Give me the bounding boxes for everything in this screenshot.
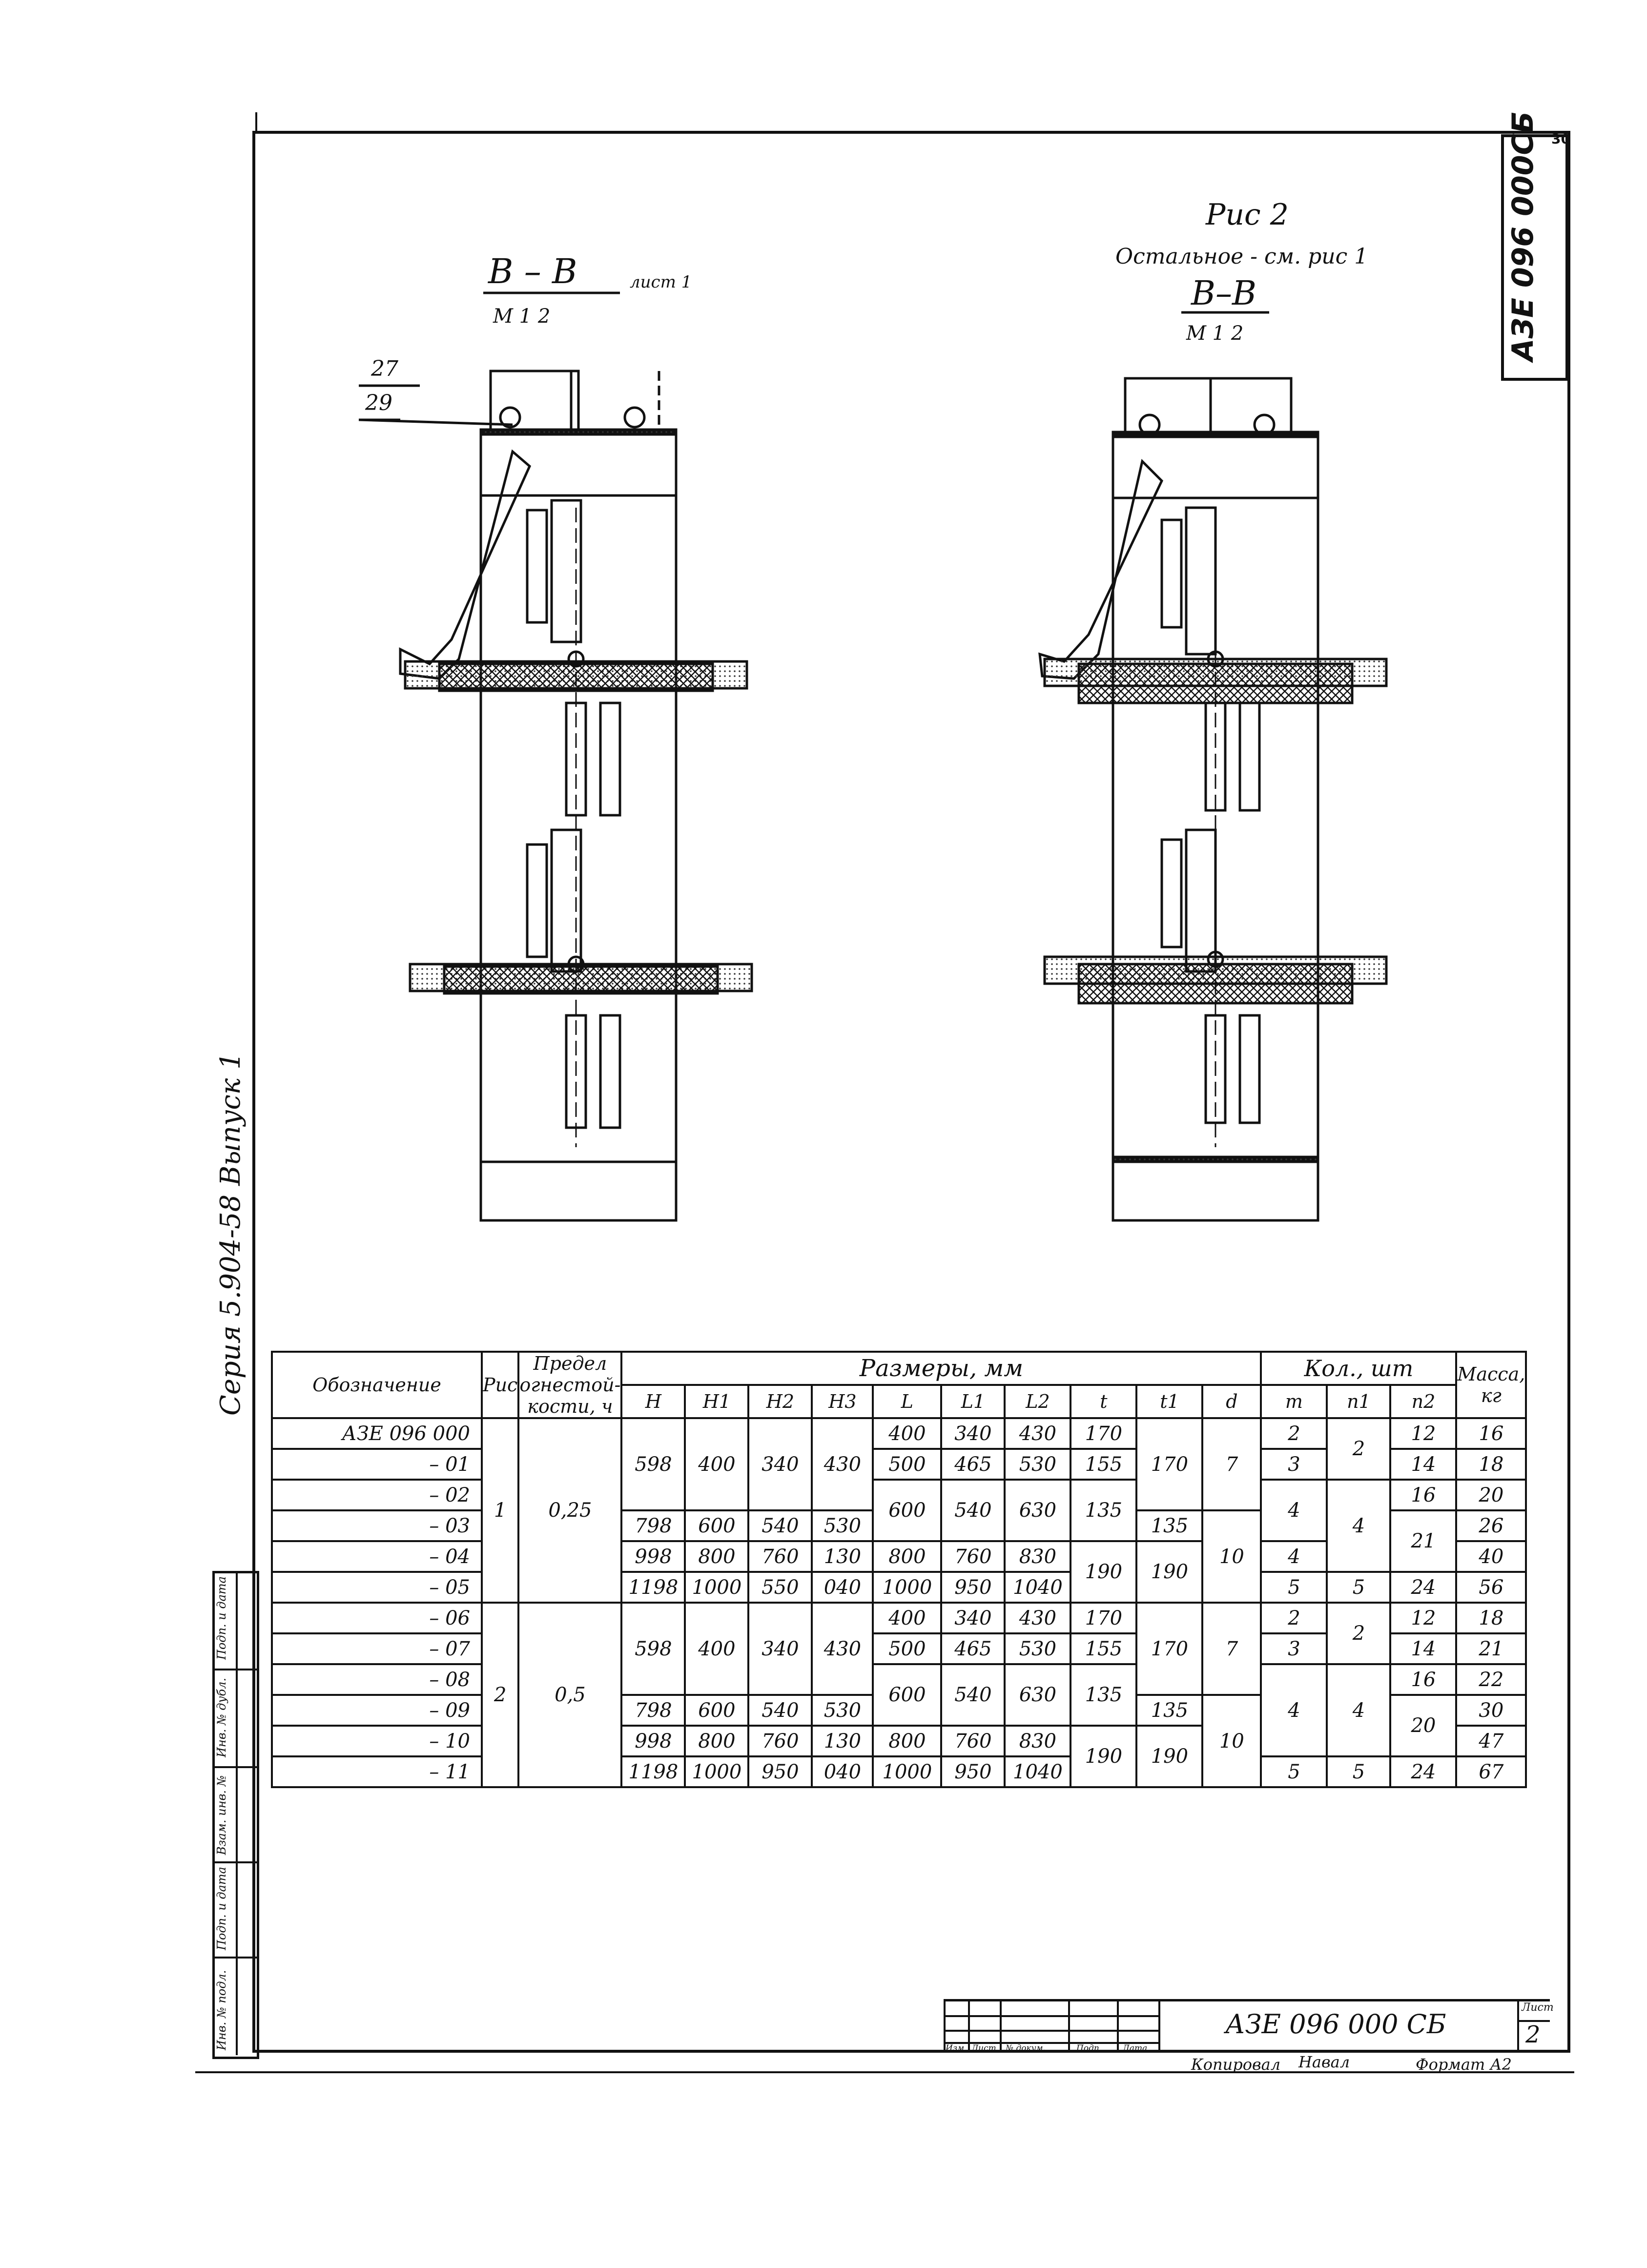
cell-L: 500 [873,1633,941,1664]
tb-col-sign: Подп [1076,2043,1099,2053]
cell-t: 135 [1071,1480,1136,1541]
copied-label: Копировал [1191,2055,1281,2074]
cell-t: 170 [1071,1603,1136,1633]
cell-mass: 22 [1456,1664,1526,1695]
header-d: d [1202,1385,1261,1418]
designation-cell: – 09 [272,1695,482,1726]
title-block-sheet-number: 2 [1525,2021,1541,2048]
cell-n1: 5 [1327,1572,1390,1603]
cell-L2: 630 [1005,1480,1071,1541]
cell-L2: 430 [1005,1418,1071,1449]
cell-t1: 135 [1136,1695,1202,1726]
fig-cell: 1 [482,1418,518,1603]
left-view-sheet-ref: лист 1 [630,272,692,292]
header-H1: H1 [685,1385,748,1418]
tb-col-list: Лист [971,2043,996,2053]
cell-t1: 190 [1136,1726,1202,1787]
header-m: m [1261,1385,1327,1418]
cell-n2: 24 [1390,1756,1456,1787]
header-qty: Кол., шт [1261,1352,1456,1385]
cell-n2: 16 [1390,1480,1456,1510]
cell-L: 400 [873,1603,941,1633]
cell-L: 600 [873,1480,941,1541]
cell-n2: 14 [1390,1633,1456,1664]
cell-n2: 21 [1390,1510,1456,1572]
cell-L1: 340 [941,1603,1005,1633]
cell-H1: 600 [685,1510,748,1541]
cell-n2: 24 [1390,1572,1456,1603]
cell-mass: 30 [1456,1695,1526,1726]
cell-t: 190 [1071,1726,1136,1787]
cell-L: 400 [873,1418,941,1449]
cell-L2: 630 [1005,1664,1071,1726]
right-view-title: В–В [1191,274,1256,313]
tb-col-date: Дата [1123,2043,1148,2053]
cell-m: 2 [1261,1603,1327,1633]
cell-t1: 170 [1136,1603,1202,1695]
header-t1: t1 [1136,1385,1202,1418]
header-H2: H2 [748,1385,812,1418]
header-fire-limit: Предел огнестой-кости, ч [519,1353,621,1417]
cell-d: 7 [1202,1603,1261,1695]
cell-H3: 040 [812,1756,873,1787]
cell-H: 998 [621,1541,685,1572]
cell-L1: 760 [941,1541,1005,1572]
cell-n1: 4 [1327,1664,1390,1756]
side-stamp-label: Инв. № подл. [215,1970,228,2050]
cell-n2: 12 [1390,1418,1456,1449]
cell-L2: 430 [1005,1603,1071,1633]
right-view-note: Остальное - см. рис 1 [1115,244,1368,269]
cell-m: 4 [1261,1664,1327,1756]
header-H3: H3 [812,1385,873,1418]
cell-mass: 20 [1456,1480,1526,1510]
cell-H3: 040 [812,1572,873,1603]
designation-cell: – 11 [272,1756,482,1787]
cell-L: 600 [873,1664,941,1726]
cell-t1: 190 [1136,1541,1202,1603]
side-stamp-label: Подп. и дата [215,1867,228,1950]
designation-cell: АЗЕ 096 000 [272,1418,482,1449]
cell-m: 5 [1261,1756,1327,1787]
callout-27: 27 [371,356,398,381]
cell-n2: 16 [1390,1664,1456,1695]
cell-H2: 760 [748,1541,812,1572]
code-stamp-text: АЗЕ 096 000СБ [1506,111,1540,361]
cell-L1: 540 [941,1480,1005,1541]
cell-L1: 950 [941,1572,1005,1603]
cell-H3: 530 [812,1695,873,1726]
cell-n2: 12 [1390,1603,1456,1633]
cell-L2: 530 [1005,1633,1071,1664]
cell-mass: 56 [1456,1572,1526,1603]
header-sizes: Размеры, мм [621,1352,1261,1385]
designation-cell: – 06 [272,1603,482,1633]
header-L1: L1 [941,1385,1005,1418]
cell-n1: 5 [1327,1756,1390,1787]
header-designation: Обозначение [272,1352,482,1418]
header-L2: L2 [1005,1385,1071,1418]
cell-H3: 530 [812,1510,873,1541]
cell-H: 998 [621,1726,685,1756]
header-H: H [621,1385,685,1418]
header-t: t [1071,1385,1136,1418]
series-label: Серия 5.904-58 Выпуск 1 [215,1052,247,1416]
cell-n1: 4 [1327,1480,1390,1572]
cell-L1: 465 [941,1449,1005,1480]
right-figure-label: Рис 2 [1206,198,1289,232]
left-view-title: В – В [488,251,577,291]
designation-cell: – 02 [272,1480,482,1510]
side-stamp-label: Взам. инв. № [215,1775,228,1855]
cell-L1: 465 [941,1633,1005,1664]
cell-t1: 135 [1136,1510,1202,1541]
cell-H3: 130 [812,1541,873,1572]
title-block-code: АЗЕ 096 000 СБ [1225,2009,1446,2040]
cell-L1: 950 [941,1756,1005,1787]
cell-H: 1198 [621,1756,685,1787]
side-stamp-label: Подп. и дата [215,1576,228,1660]
cell-t: 155 [1071,1449,1136,1480]
cell-H2: 760 [748,1726,812,1756]
cell-L2: 1040 [1005,1572,1071,1603]
cell-H2: 540 [748,1510,812,1541]
cell-H2: 950 [748,1756,812,1787]
cell-n1: 2 [1327,1418,1390,1480]
cell-L1: 540 [941,1664,1005,1726]
left-view-scale: М 1 2 [493,305,551,328]
cell-H1: 600 [685,1695,748,1726]
cell-H1: 800 [685,1726,748,1756]
cell-L: 1000 [873,1572,941,1603]
cell-L2: 530 [1005,1449,1071,1480]
designation-cell: – 04 [272,1541,482,1572]
cell-H: 798 [621,1510,685,1541]
header-fig: Рис [482,1352,518,1418]
cell-n2: 20 [1390,1695,1456,1756]
fig-cell: 2 [482,1603,518,1787]
cell-L: 500 [873,1449,941,1480]
cell-H2: 550 [748,1572,812,1603]
cell-m: 3 [1261,1633,1327,1664]
cell-t: 190 [1071,1541,1136,1603]
cell-H2: 340 [748,1418,812,1510]
side-stamp-label: Инв. № дубл. [215,1678,228,1757]
cell-L2: 830 [1005,1541,1071,1572]
header-mass: Масса, кг [1456,1352,1526,1418]
title-block-sheet-label: Лист [1522,2001,1554,2014]
cell-H1: 1000 [685,1756,748,1787]
cell-m: 5 [1261,1572,1327,1603]
designation-cell: – 08 [272,1664,482,1695]
designation-cell: – 07 [272,1633,482,1664]
cell-m: 3 [1261,1449,1327,1480]
fire-cell: 0,5 [518,1603,621,1787]
cell-mass: 40 [1456,1541,1526,1572]
cell-m: 4 [1261,1480,1327,1541]
cell-L: 1000 [873,1756,941,1787]
cell-H3: 130 [812,1726,873,1756]
cell-n2: 14 [1390,1449,1456,1480]
cell-H: 1198 [621,1572,685,1603]
tb-col-izm: Изм [946,2043,965,2053]
cell-t: 170 [1071,1418,1136,1449]
cell-L: 800 [873,1541,941,1572]
format-label: Формат А2 [1416,2055,1512,2074]
cell-H: 798 [621,1695,685,1726]
designation-cell: – 01 [272,1449,482,1480]
cell-H: 598 [621,1418,685,1510]
cell-mass: 18 [1456,1603,1526,1633]
cell-H3: 430 [812,1418,873,1510]
cell-L1: 340 [941,1418,1005,1449]
cell-m: 2 [1261,1418,1327,1449]
cell-m: 4 [1261,1541,1327,1572]
cell-d: 7 [1202,1418,1261,1510]
designation-cell: – 03 [272,1510,482,1541]
callout-29: 29 [365,391,392,415]
page-number: 30 [1551,131,1570,147]
cell-H1: 800 [685,1541,748,1572]
cell-mass: 18 [1456,1449,1526,1480]
fire-cell: 0,25 [518,1418,621,1603]
cell-L1: 760 [941,1726,1005,1756]
copier-name: Навал [1298,2053,1350,2071]
cell-mass: 67 [1456,1756,1526,1787]
cell-H1: 400 [685,1603,748,1695]
cell-t: 155 [1071,1633,1136,1664]
cell-mass: 26 [1456,1510,1526,1541]
cell-L: 800 [873,1726,941,1756]
cell-H2: 540 [748,1695,812,1726]
cell-mass: 21 [1456,1633,1526,1664]
cell-H1: 1000 [685,1572,748,1603]
designation-cell: – 05 [272,1572,482,1603]
cell-H1: 400 [685,1418,748,1510]
cell-d: 10 [1202,1510,1261,1603]
cell-L2: 830 [1005,1726,1071,1756]
right-view-scale: М 1 2 [1186,322,1244,345]
designation-cell: – 10 [272,1726,482,1756]
cell-H2: 340 [748,1603,812,1695]
cell-d: 10 [1202,1695,1261,1787]
cell-t: 135 [1071,1664,1136,1726]
header-n1: n1 [1327,1385,1390,1418]
cell-mass: 16 [1456,1418,1526,1449]
cell-t1: 170 [1136,1418,1202,1510]
cell-mass: 47 [1456,1726,1526,1756]
tb-col-doc: № докум. [1006,2043,1046,2053]
cell-n1: 2 [1327,1603,1390,1664]
cell-H3: 430 [812,1603,873,1695]
cell-L2: 1040 [1005,1756,1071,1787]
header-n2: n2 [1390,1385,1456,1418]
cell-H: 598 [621,1603,685,1695]
header-L: L [873,1385,941,1418]
